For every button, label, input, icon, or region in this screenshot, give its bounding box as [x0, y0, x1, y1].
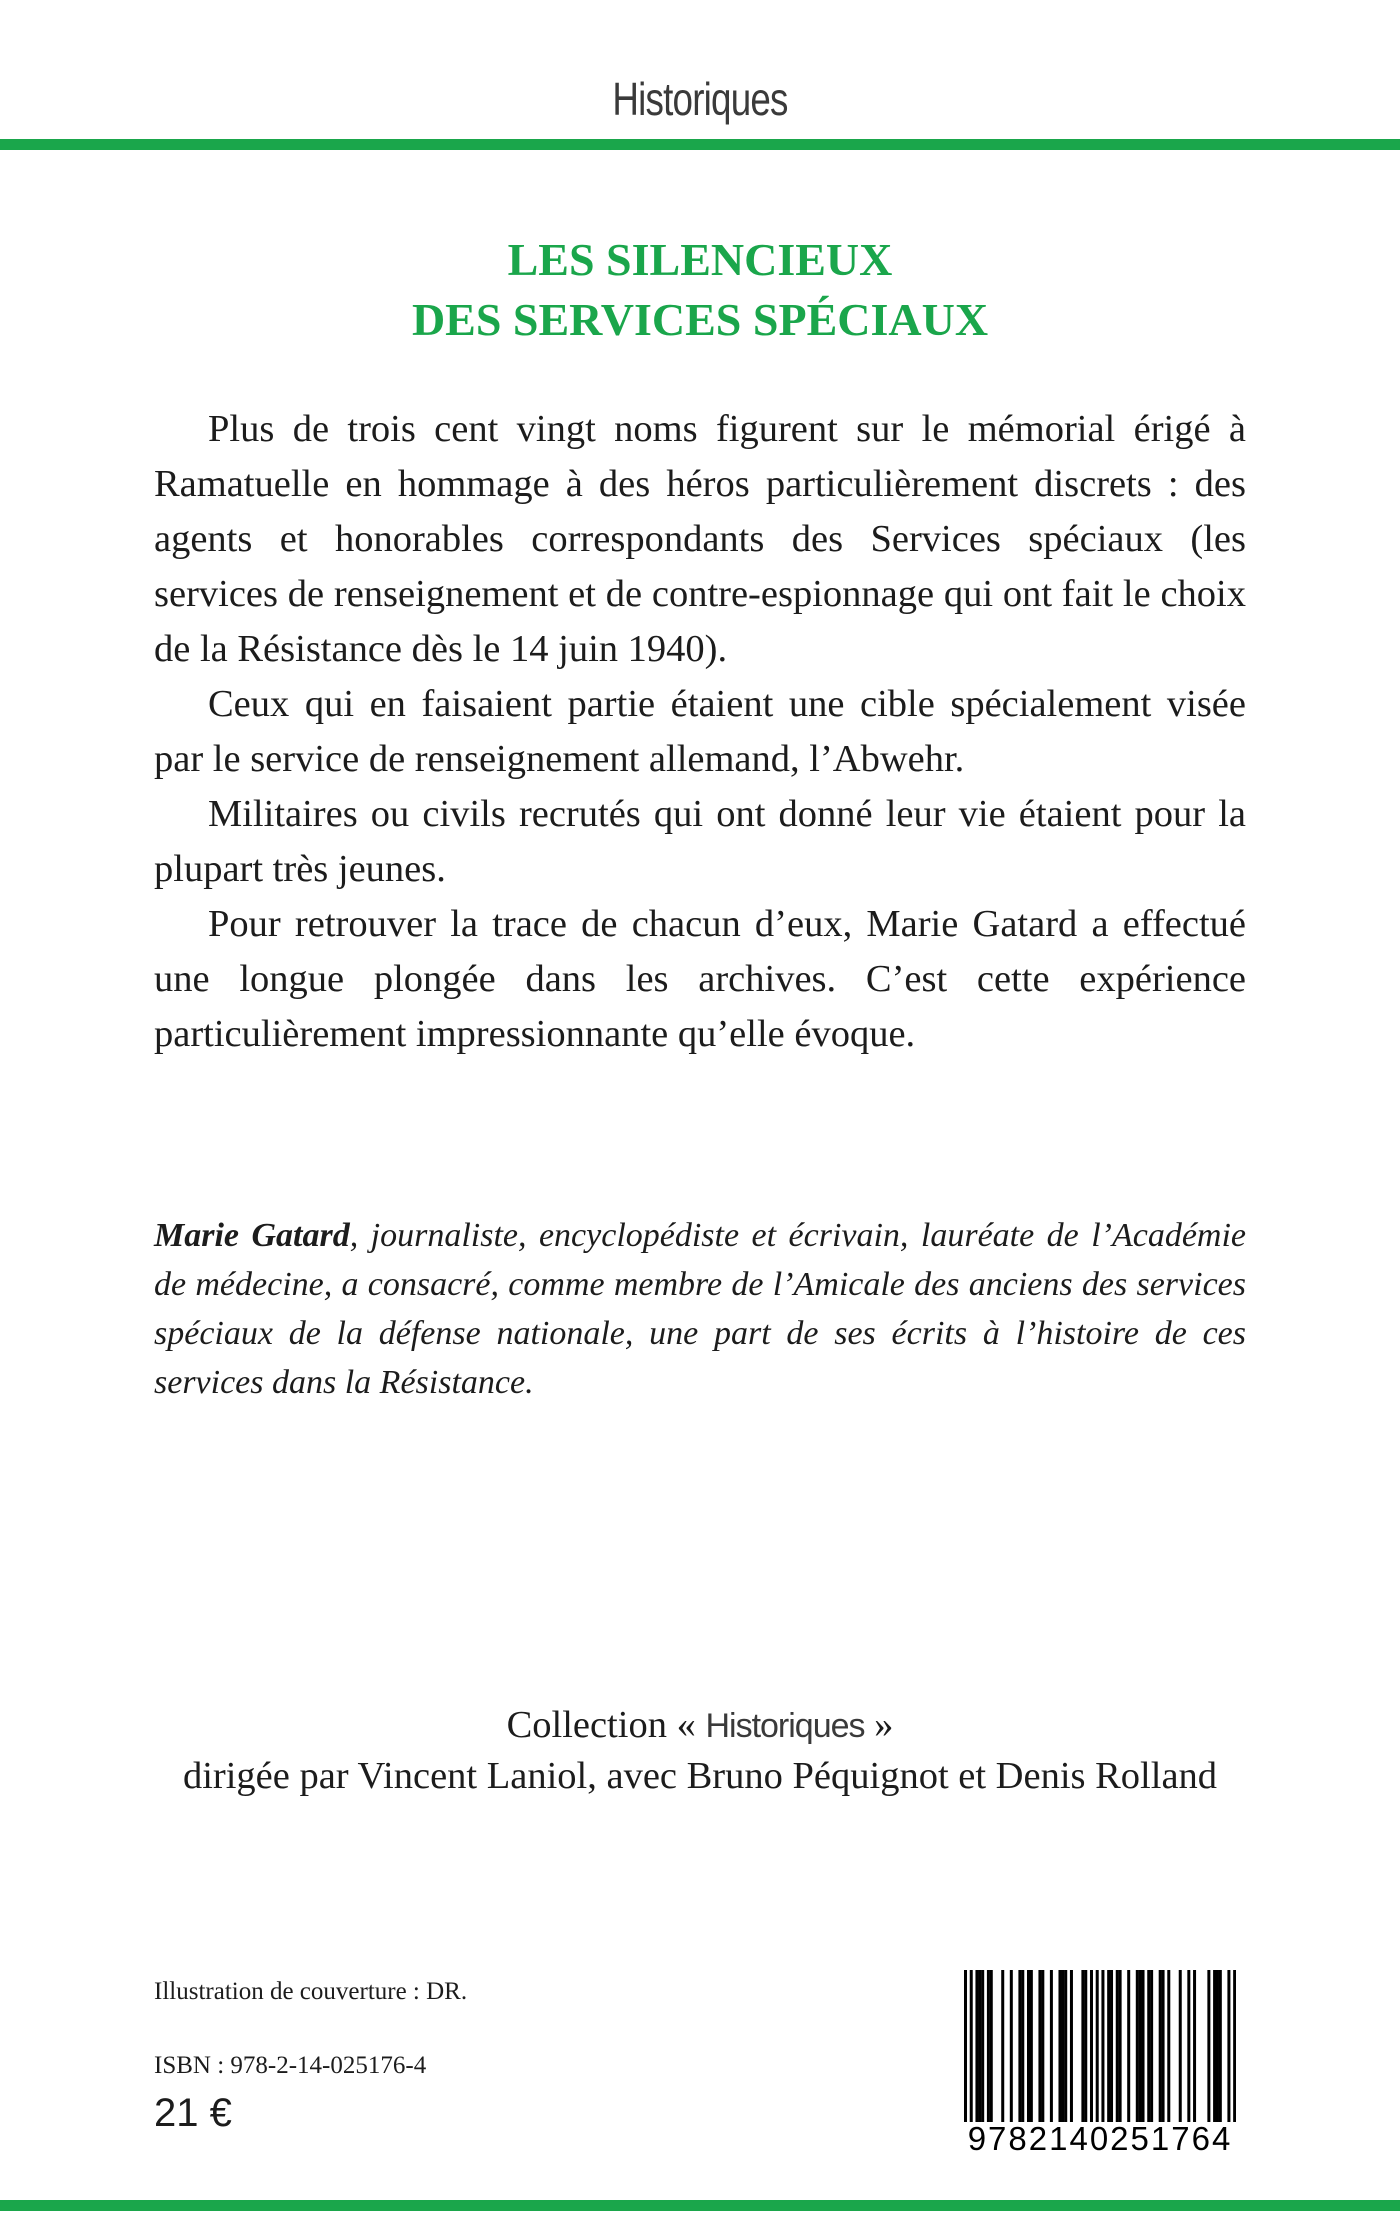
- barcode-bar: [1119, 1970, 1122, 2122]
- barcode-bar: [1233, 1970, 1236, 2122]
- barcode-bar: [1081, 1970, 1084, 2122]
- blurb-paragraph: Militaires ou civils recrutés qui ont donné leur vie étaient pour la plupart très jeunes.: [154, 793, 1246, 890]
- barcode-bar: [1142, 1970, 1145, 2122]
- barcode-bar: [1064, 1970, 1067, 2122]
- barcode-bar: [1027, 1970, 1030, 2122]
- barcode-bar: [1213, 1970, 1216, 2122]
- author-bio-text: , journaliste, encyclopédiste et écrivain, lauréate de l’Académie de médecine, a consacré, comme membre de l’Amicale des anciens des services spéciaux de la défense nationale, une part de ses écrits à l’histoire de ces services dans la Résistance.: [154, 1217, 1247, 1401]
- book-title: [0, 230, 1400, 350]
- barcode-bars: [964, 1970, 1236, 2122]
- collection-name: Historiques: [705, 1707, 865, 1745]
- barcode-bar: [978, 1970, 981, 2122]
- barcode-digits: 9782140251764: [967, 2120, 1233, 2157]
- barcode-bar: [1167, 1970, 1170, 2122]
- barcode-bar: [1219, 1970, 1222, 2122]
- barcode-bar: [1018, 1970, 1021, 2122]
- barcode-bar: [1041, 1970, 1044, 2122]
- barcode-bar: [1127, 1970, 1130, 2122]
- barcode-bar: [1096, 1970, 1099, 2122]
- barcode-bar: [1001, 1970, 1004, 2122]
- barcode-bar: [987, 1970, 990, 2122]
- cover-illustration-credit: Illustration de couverture : DR.: [154, 1978, 468, 2005]
- barcode-bar: [1090, 1970, 1093, 2122]
- barcode-bar: [1021, 1970, 1024, 2122]
- barcode-bar: [1159, 1970, 1162, 2122]
- barcode-bar: [1136, 1970, 1139, 2122]
- barcode-bar: [1101, 1970, 1104, 2122]
- price: 21 €: [154, 2091, 232, 2135]
- blurb-paragraph: Pour retrouver la trace de chacun d’eux, Marie Gatard a effectué une longue plongée dans les archives. C’est cette expérience particulièrement impressionnante qu’elle évoque.: [154, 903, 1246, 1055]
- barcode: [964, 1970, 1236, 2168]
- barcode-bar: [1038, 1970, 1041, 2122]
- collection-directors: dirigée par Vincent Laniol, avec Bruno Péquignot et Denis Rolland: [182, 1755, 1218, 1797]
- barcode-bar: [990, 1970, 993, 2122]
- barcode-bar: [1179, 1970, 1182, 2122]
- barcode-bar: [981, 1970, 984, 2122]
- barcode-bar: [1010, 1970, 1013, 2122]
- blurb-paragraph: Ceux qui en faisaient partie étaient une cible spécialement visée par le service de renseignement allemand, l’Abwehr.: [154, 683, 1246, 780]
- collection-suffix: »: [874, 1704, 894, 1746]
- barcode-bar: [1058, 1970, 1061, 2122]
- barcode-bar: [1107, 1970, 1110, 2122]
- series-header: Historiques: [612, 73, 788, 125]
- author-bio-paragraph: [154, 1211, 1246, 1407]
- barcode-bar: [964, 1970, 967, 2122]
- barcode-bar: [1139, 1970, 1142, 2122]
- bottom-rule: [0, 2200, 1400, 2211]
- title-line-1: LES SILENCIEUX: [507, 234, 893, 285]
- barcode-bar: [1187, 1970, 1190, 2122]
- top-rule: [0, 139, 1400, 150]
- author-name: Marie Gatard: [154, 1217, 350, 1254]
- barcode-bar: [1162, 1970, 1165, 2122]
- barcode-bar: [1030, 1970, 1033, 2122]
- author-bio: [154, 1211, 1246, 1407]
- barcode-bar: [1070, 1970, 1073, 2122]
- title-line-2: DES SERVICES SPÉCIAUX: [411, 294, 989, 345]
- collection-info: [0, 1700, 1400, 1801]
- back-cover-blurb: [154, 402, 1246, 1062]
- barcode-bar: [1050, 1970, 1053, 2122]
- barcode-bar: [970, 1970, 973, 2122]
- barcode-bar: [1084, 1970, 1087, 2122]
- barcode-bar: [1150, 1970, 1153, 2122]
- barcode-bar: [1147, 1970, 1150, 2122]
- barcode-bar: [1061, 1970, 1064, 2122]
- collection-prefix: Collection «: [506, 1704, 696, 1746]
- barcode-bar: [1207, 1970, 1210, 2122]
- blurb-paragraph: Plus de trois cent vingt noms figurent sur le mémorial érigé à Ramatuelle en hommage à des héros particulièrement discrets : des agents et honorables correspondants des Services spéciaux (les services de renseignement et de contre-espionnage qui ont fait le choix de la Résistance dès le 14 juin 1940).: [154, 408, 1246, 670]
- barcode-bar: [975, 1970, 978, 2122]
- barcode-bar: [1116, 1970, 1119, 2122]
- barcode-bar: [1216, 1970, 1219, 2122]
- barcode-bar: [1193, 1970, 1196, 2122]
- collection-line: [0, 1700, 1400, 1751]
- isbn: ISBN : 978-2-14-025176-4: [154, 2052, 427, 2079]
- barcode-bar: [1110, 1970, 1113, 2122]
- barcode-bar: [1227, 1970, 1230, 2122]
